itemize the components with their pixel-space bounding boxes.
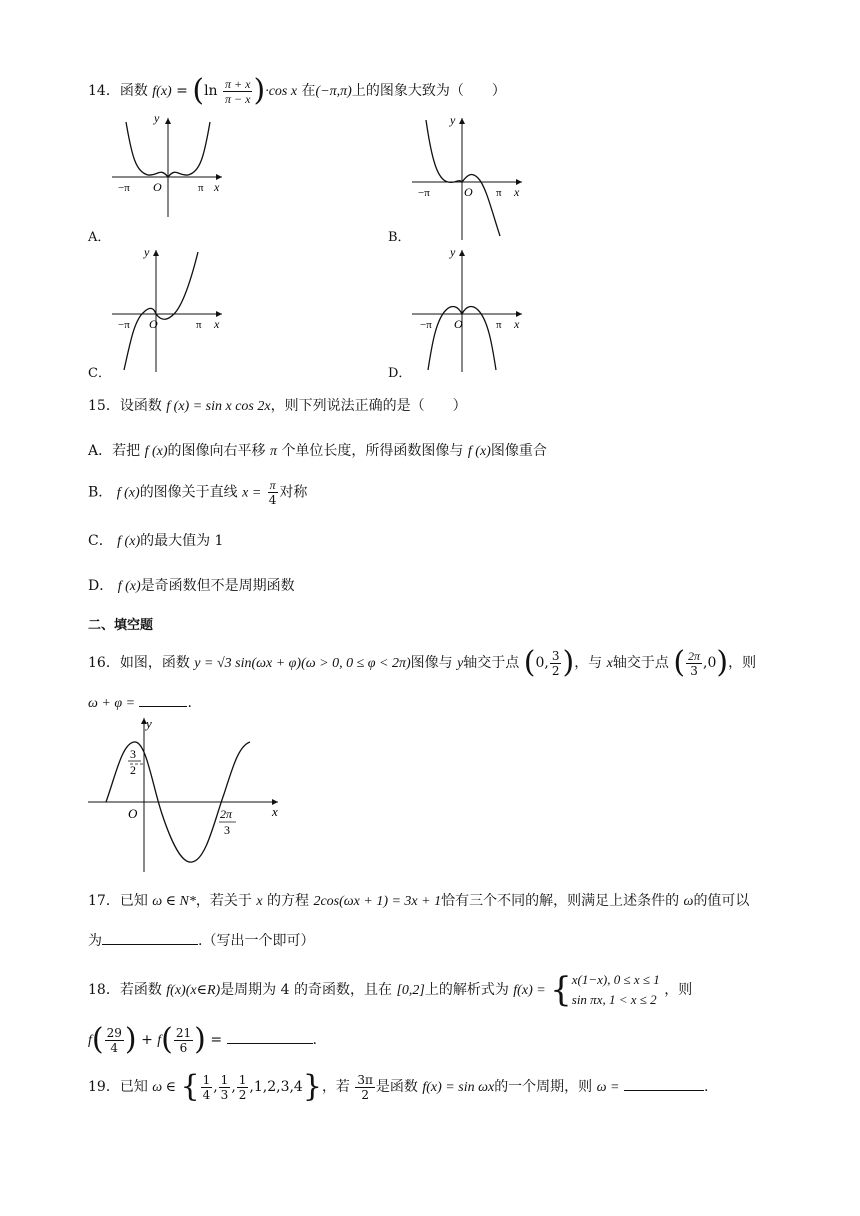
graph-d-origin: O [454, 317, 463, 331]
graph-c-pi: π [196, 319, 202, 331]
q14-option-a[interactable]: A． [88, 230, 111, 245]
q16-graph [86, 714, 286, 874]
q14-graph-d [408, 244, 528, 374]
q16-graph-xt-num: 2π [220, 807, 233, 821]
q18-stem-line1: 18．若函数 f(x)(x∈R)是周期为 4 的奇函数，且在 [0,2]上的解析式为 f(x) = { x(1−x), 0 ≤ x ≤ 1 sin πx, 1 < x ≤ 2 ，则 [88, 970, 693, 1010]
q16-graph-tick-num: 3 [130, 747, 136, 761]
q16-graph-tick-den: 2 [130, 763, 136, 777]
q15-stem: 15．设函数 f (x) = sin x cos 2x，则下列说法正确的是（ ） [88, 398, 467, 414]
graph-c-origin: O [149, 317, 158, 331]
q16-answer-blank[interactable] [139, 694, 187, 707]
graph-c-neg-pi: −π [118, 319, 130, 331]
graph-c-y-label: y [144, 245, 150, 259]
q16-graph-x: x [272, 804, 278, 819]
q15-option-b[interactable]: B． f (x)的图像关于直线 x = $\frac{\pi}{4}$ 对称 [88, 478, 308, 507]
q17-stem-line1: 17．已知 ω ∈ N*，若关于 x 的方程 2cos(ωx + 1) = 3x + 1恰有三个不同的解，则满足上述条件的 ω的值可以 [88, 893, 750, 909]
graph-a-origin: O [153, 180, 162, 194]
graph-b-x-label: x [514, 185, 520, 199]
q17-answer-blank[interactable] [102, 932, 198, 945]
q14-stem: 14．函数 f(x) = (ln $\frac{\pi + x}{\pi - x}$ )·cos x 在(−π,π)上的图象大致为（ ） [88, 73, 506, 108]
graph-d-neg-pi: −π [420, 319, 432, 331]
q18-case-2: sin πx, 1 < x ≤ 2 [571, 992, 657, 1007]
q14-option-d[interactable]: D． [388, 366, 412, 381]
q15-option-a[interactable]: A．若把 f (x)的图像向右平移 π 个单位长度，所得函数图像与 f (x)图像重合 [88, 443, 547, 459]
q18-answer-blank[interactable] [227, 1031, 313, 1044]
q16-answer-line: ω + φ = . [88, 695, 192, 711]
graph-a-x-label: x [214, 180, 220, 194]
q16-graph-origin: O [128, 806, 138, 821]
q14-option-b[interactable]: B． [388, 230, 411, 245]
q14-option-c[interactable]: C． [88, 366, 111, 381]
graph-b-y-label: y [450, 113, 456, 127]
q19-stem: 19．已知 ω ∈ { $\frac{1}{4}$ , $\frac{1}{3}$ , $\frac{1}{2}$ ,1,2,3,4}，若 $\frac{3\pi}{2}$ 是函数 f(x) = sin ωx的一个周期，则 ω = . [88, 1069, 709, 1104]
graph-a-y-label: y [154, 112, 160, 125]
graph-c-x-label: x [214, 317, 220, 331]
graph-b-origin: O [464, 185, 473, 199]
q18-case-1: x(1−x), 0 ≤ x ≤ 1 [571, 972, 660, 987]
graph-a-neg-pi: −π [118, 182, 130, 194]
q14-graph-b [408, 112, 528, 242]
graph-b-neg-pi: −π [418, 187, 430, 199]
q14-graph-c [108, 244, 228, 374]
q18-stem-line2: f( $\frac{29}{4}$ ) + f( $\frac{21}{6}$ ) = . [88, 1022, 317, 1057]
graph-b-pi: π [496, 187, 502, 199]
q19-answer-blank[interactable] [624, 1078, 704, 1091]
q15-option-d[interactable]: D． f (x)是奇函数但不是周期函数 [88, 578, 295, 594]
q17-stem-line2: 为 .（写出一个即可） [88, 933, 315, 949]
section-title: 二、填空题 [88, 618, 154, 633]
q16-graph-xt-den: 3 [224, 823, 230, 837]
graph-d-x-label: x [514, 317, 520, 331]
graph-d-y-label: y [450, 245, 456, 259]
q14-graph-a [108, 112, 228, 222]
graph-a-pi: π [198, 182, 204, 194]
q15-option-c[interactable]: C． f (x)的最大值为 1 [88, 533, 224, 549]
graph-d-pi: π [496, 319, 502, 331]
q16-stem-line1: 16．如图，函数 y = √3 sin(ωx + φ)(ω > 0, 0 ≤ φ < 2π)图像与 y轴交于点 (0, $\frac{3}{2}$ )，与 x轴交于点 ( $\frac{2\pi}{3}$ ,0)，则 [88, 645, 757, 680]
q16-graph-y: y [146, 716, 152, 731]
